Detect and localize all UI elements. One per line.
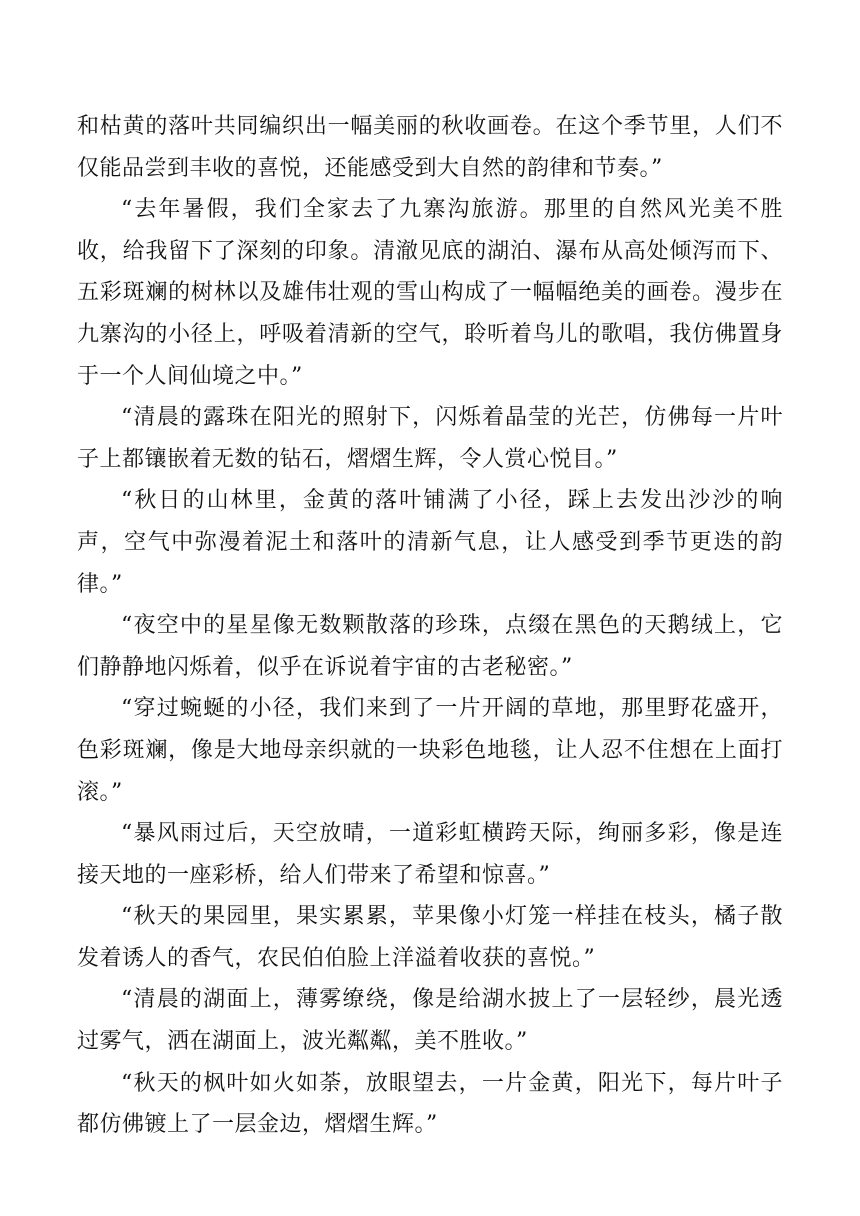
paragraph-jiuzhaigou: “去年暑假，我们全家去了九寨沟旅游。那里的自然风光美不胜收，给我留下了深刻的印象。清澈见底的湖泊、瀑布从高处倾泻而下、五彩斑斓的树林以及雄伟壮观的雪山构成了一幅幅绝美的画卷。漫步在九寨沟的小径上，呼吸着清新的空气，聆听着鸟儿的歌唱，我仿佛置身于一个人间仙境之中。” <box>77 197 783 389</box>
paragraph-morning-dew: “清晨的露珠在阳光的照射下，闪烁着晶莹的光芒，仿佛每一片叶子上都镶嵌着无数的钻石，熠熠生辉，令人赏心悦目。” <box>77 405 783 472</box>
paragraph-orchard: “秋天的果园里，果实累累，苹果像小灯笼一样挂在枝头，橘子散发着诱人的香气，农民伯伯脸上洋溢着收获的喜悦。” <box>77 904 783 971</box>
paragraph-continuation: 和枯黄的落叶共同编织出一幅美丽的秋收画卷。在这个季节里，人们不仅能品尝到丰收的喜悦，还能感受到大自然的韵律和节奏。” <box>77 114 783 181</box>
paragraph-rainbow: “暴风雨过后，天空放晴，一道彩虹横跨天际，绚丽多彩，像是连接天地的一座彩桥，给人们带来了希望和惊喜。” <box>77 821 783 888</box>
paragraph-maple-leaves: “秋天的枫叶如火如荼，放眼望去，一片金黄，阳光下，每片叶子都仿佛镀上了一层金边，熠熠生辉。” <box>77 1070 783 1138</box>
paragraph-autumn-forest: “秋日的山林里，金黄的落叶铺满了小径，踩上去发出沙沙的响声，空气中弥漫着泥土和落叶的清新气息，让人感受到季节更迭的韵律。” <box>77 488 783 597</box>
paragraph-meadow: “穿过蜿蜒的小径，我们来到了一片开阔的草地，那里野花盛开，色彩斑斓，像是大地母亲织就的一块彩色地毯，让人忍不住想在上面打滚。” <box>77 696 783 805</box>
paragraph-misty-lake: “清晨的湖面上，薄雾缭绕，像是给湖水披上了一层轻纱，晨光透过雾气，洒在湖面上，波光粼粼，美不胜收。” <box>77 987 783 1055</box>
paragraph-night-stars: “夜空中的星星像无数颗散落的珍珠，点缀在黑色的天鹅绒上，它们静静地闪烁着，似乎在诉说着宇宙的古老秘密。” <box>77 613 783 680</box>
document-page <box>77 106 783 1146</box>
